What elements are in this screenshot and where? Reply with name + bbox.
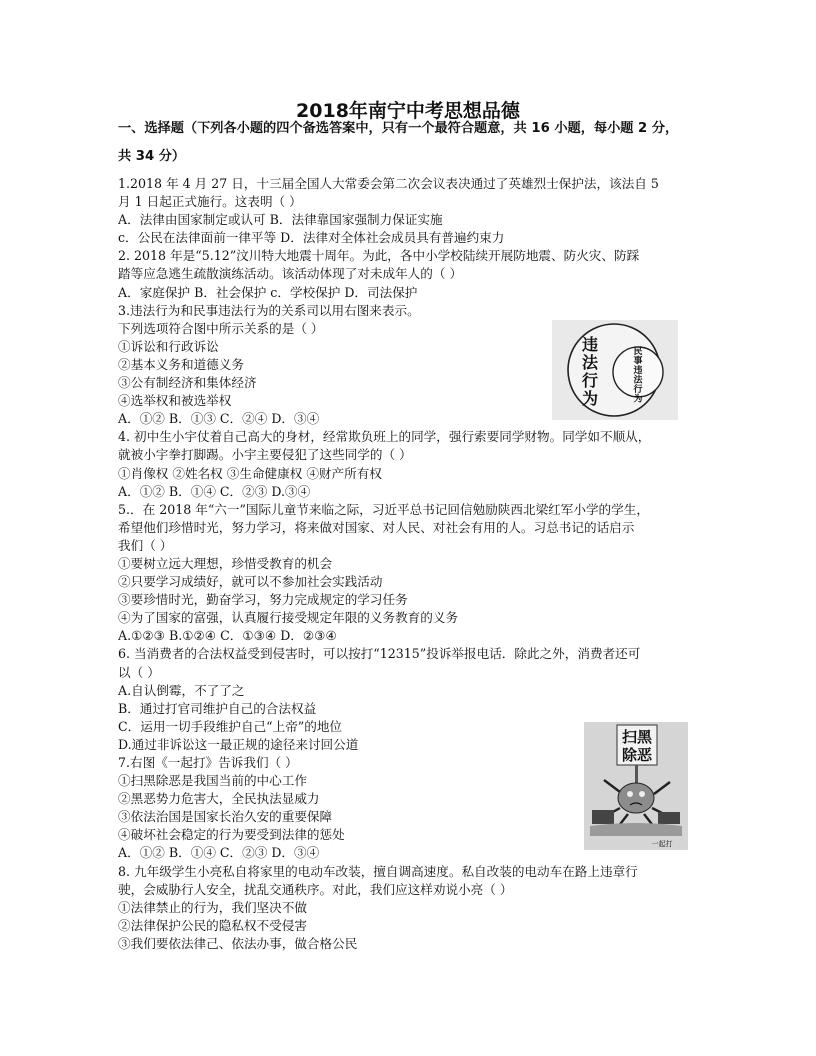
text-line: 驶，会威胁行人安全，扰乱交通秩序。对此，我们应这样劝说小亮（ ） [118,881,513,897]
cartoon-figure [584,722,688,850]
text-line: 2. 2018 年是“5.12”汶川特大地震十周年。为此，各中小学校陆续开展防地震、防火灾、防踩 [118,248,640,264]
list-item: ②黑恶势力危害大，全民执法显威力 [118,791,320,807]
text-line: 8. 九年级学生小亮私自将家里的电动车改装，擅自调高速度。私自改装的电动车在路上违章行 [118,863,638,879]
list-item: ④破坏社会稳定的行为要受到法律的惩处 [118,827,345,843]
venn-label-char: 行 [581,371,599,390]
list-item: ③我们要依法律己、依法办事，做合格公民 [118,935,358,951]
sign-text-bottom: 除恶 [621,746,653,764]
answer-options: A．法律由国家制定或认可 B．法律靠国家强制力保证实施 [118,212,443,228]
venn-label-char: 法 [633,375,643,386]
page-title: 2018年南宁中考思想品德 [296,100,520,122]
list-item: B．通过打官司维护自己的合法权益 [118,700,317,716]
list-item: ②法律保护公民的隐私权不受侵害 [118,917,307,933]
list-item: ①法律禁止的行为，我们坚决不做 [118,899,307,915]
list-item: ③依法治国是国家长治久安的重要保障 [118,809,333,825]
text-line: 希望他们珍惜时光，努力学习，将来做对国家、对人民、对社会有用的人。习总书记的话启示 [118,519,635,535]
list-item: ①扫黑除恶是我国当前的中心工作 [118,773,307,789]
answer-options: A．①② B．①④ C．②③ D．③④ [118,845,320,861]
venn-label-char: 为 [581,389,599,408]
list-item: ④选举权和被选举权 [118,393,232,409]
list-item: ③公有制经济和集体经济 [118,375,257,391]
venn-label-char: 法 [581,353,599,372]
list-item: A.自认倒霉，不了了之 [118,682,245,698]
text-line: 5.．在 2018 年“六一”国际儿童节来临之际，习近平总书记回信勉励陕西北梁红军小学的学生， [118,501,649,517]
venn-label-char: 事 [633,356,643,367]
cartoon-illustration [584,722,688,850]
answer-options: c．公民在法律面前一律平等 D．法律对全体社会成员具有普遍约束力 [118,230,505,246]
inner-circle-label [632,345,643,405]
section-heading-line-2: 共 34 分） [118,149,186,164]
section-heading-line-1: 一、选择题（下列各小题的四个备选答案中，只有一个最符合题意，共 16 小题，每小题 2 分， [118,121,679,136]
list-item: ③要珍惜时光，勤奋学习，努力完成规定的学习任务 [118,592,408,608]
venn-label-char: 违 [633,366,643,376]
text-line: 3.违法行为和民事违法行为的关系司以用右图来表示。 [118,302,420,318]
answer-options: A．①② B．①③ C．②④ D．③④ [118,411,320,427]
venn-diagram [552,320,678,420]
venn-label-char: 民 [633,347,643,357]
list-item: ①要树立远大理想，珍惜受教育的机会 [118,555,333,571]
answer-options: A．①② B．①④ C．②③ D.③④ [118,483,311,499]
text-line: 踏等应急逃生疏散演练活动。该活动体现了对未成年人的（ ） [118,266,463,282]
answer-options: A.①②③ B.①②④ C．①③④ D．②③④ [118,628,337,644]
text-line: 1.2018 年 4 月 27 日，十三届全国人大常委会第二次会议表决通过了英雄烈士保护法，该法自 5 [118,176,659,191]
list-item: C．运用一切手段维护自己“上帝”的地位 [118,718,343,734]
venn-label-char: 行 [633,385,643,395]
text-line: 4. 初中生小宇仗着自己高大的身材，经常欺负班上的同学，强行索要同学财物。同学如不顺从， [118,429,651,445]
list-item: ②基本义务和道德义务 [118,356,244,372]
cartoon-caption: 一起打 [651,840,673,848]
text-line: 6. 当消费者的合法权益受到侵害时，可以按打“12315”投诉举报电话．除此之外，消费者还可 [118,646,641,662]
text-line: 就被小宇拳打脚踢。小宇主要侵犯了这些同学的（ ） [118,447,412,463]
list-item: D.通过非诉讼这一最正规的途径来讨回公道 [118,736,359,752]
text-line: 我们（ ） [118,537,173,553]
text-line: 以（ ） [118,664,160,680]
list-item: ①诉讼和行政诉讼 [118,338,219,354]
outer-circle-label [582,335,599,408]
list-item: ④为了国家的富强，认真履行接受规定年限的义务教育的义务 [118,610,459,626]
venn-label-char: 为 [633,394,643,405]
sign-text-top: 扫黑 [621,728,653,746]
venn-diagram-figure [552,320,678,420]
text-line: 下列选项符合图中所示关系的是（ ） [118,320,324,336]
answer-options: A．家庭保护 B．社会保护 c．学校保护 D．司法保护 [118,284,418,300]
text-line: 月 1 日起正式施行。这表明（ ） [118,194,302,210]
list-item: ②只要学习成绩好，就可以不参加社会实践活动 [118,574,383,590]
text-line: 7.右图《一起打》告诉我们（ ） [118,755,298,770]
list-item: ①肖像权 ②姓名权 ③生命健康权 ④财产所有权 [118,465,382,481]
venn-label-char: 违 [581,335,599,354]
